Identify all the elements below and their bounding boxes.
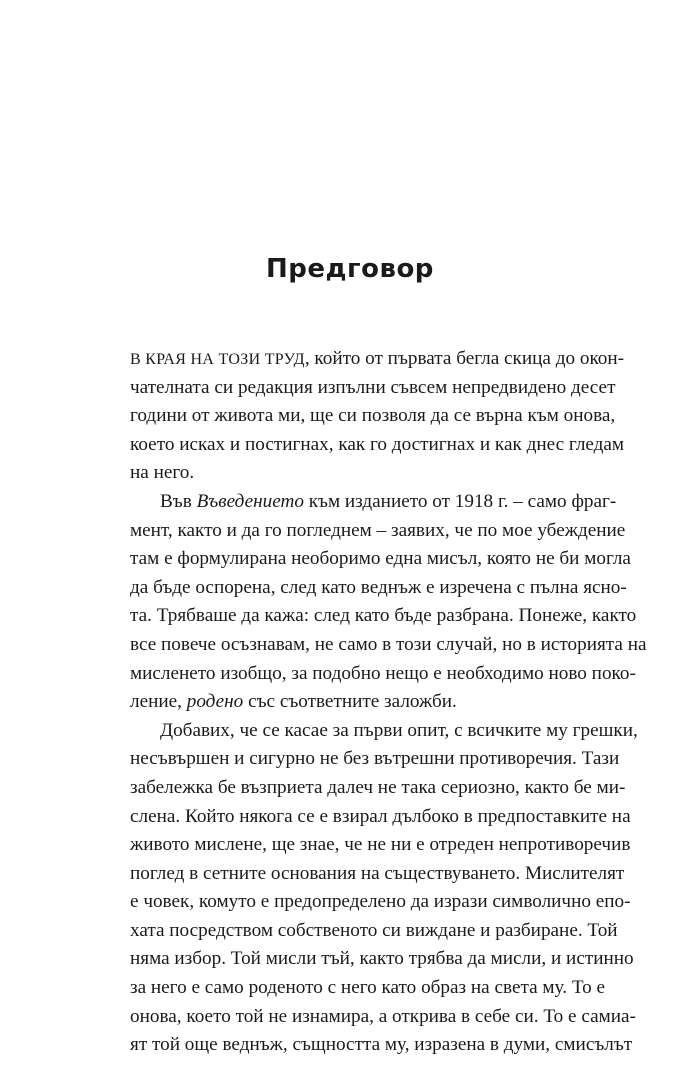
text-line: няма избор. Той мисли тъй, както трябва да мисли, и истинно — [130, 948, 634, 970]
text-line: е човек, комуто е предопределено да изрази символично епо- — [130, 891, 631, 913]
text-line: та. Трябваше да кажа: след като бъде разбрана. Понеже, както — [130, 605, 637, 627]
small-caps-opening: В КРАЯ НА ТОЗИ ТРУД — [130, 351, 305, 368]
text-line: там е формулирана необоримо една мисъл, която не би могла — [130, 548, 631, 570]
text-line: мисленето изобщо, за подобно нещо е необходимо ново поко- — [130, 662, 636, 684]
text-line: за него е само роденото с него като образ на света му. То е — [130, 977, 605, 999]
text-line: години от живота ми, ще си позволя да се върна към онова, — [130, 405, 616, 427]
text-line: ление, родено със съответните заложби. — [130, 691, 457, 713]
italic-text: родено — [186, 691, 244, 713]
text-line: все повече осъзнавам, не само в този случай, но в историята на — [130, 633, 647, 655]
italic-text: Въведението — [196, 490, 304, 512]
text-line: ят той още веднъж, същността му, изразена в думи, смисълът — [130, 1034, 633, 1056]
text-line: В КРАЯ НА ТОЗИ ТРУД, който от първата бегла скица до окон- — [130, 348, 625, 369]
text-line: слена. Който някога се е взирал дълбоко в предпоставките на — [130, 805, 631, 827]
preface-text — [130, 345, 647, 1060]
text-line: което исках и постигнах, как го достигнах и как днес гледам — [130, 433, 625, 455]
text-line: поглед в сетните основания на съществуването. Мислителят — [130, 862, 625, 884]
text-line: онова, което той не изнамира, а открива в себе си. То е самиa- — [130, 1005, 636, 1027]
text-line: да бъде оспорена, след като веднъж е изречена с пълна ясно- — [130, 576, 627, 598]
page-title: Предговор — [266, 254, 434, 284]
text-line: на него. — [130, 462, 195, 484]
text-line: Във Въведението към изданието от 1918 г. – само фраг- — [160, 490, 617, 512]
text-line: мент, както и да го погледнем – заявих, че по мое убеждение — [130, 519, 626, 541]
text-line: чателната си редакция изпълни съвсем непредвидено десет — [130, 376, 616, 398]
text-line: Добавих, че се касае за първи опит, с всичките му грешки, — [160, 719, 638, 741]
text-line: забележка бе възприета далеч не така сериозно, както бе ми- — [130, 776, 626, 798]
text-line: живото мислене, ще знае, че не ни е отреден непротиворечив — [130, 834, 631, 856]
text-line: хата посредством собственото си виждане и разбиране. Той — [130, 919, 618, 941]
text-line: несъвършен и сигурно не без вътрешни противоречия. Тази — [130, 748, 620, 770]
